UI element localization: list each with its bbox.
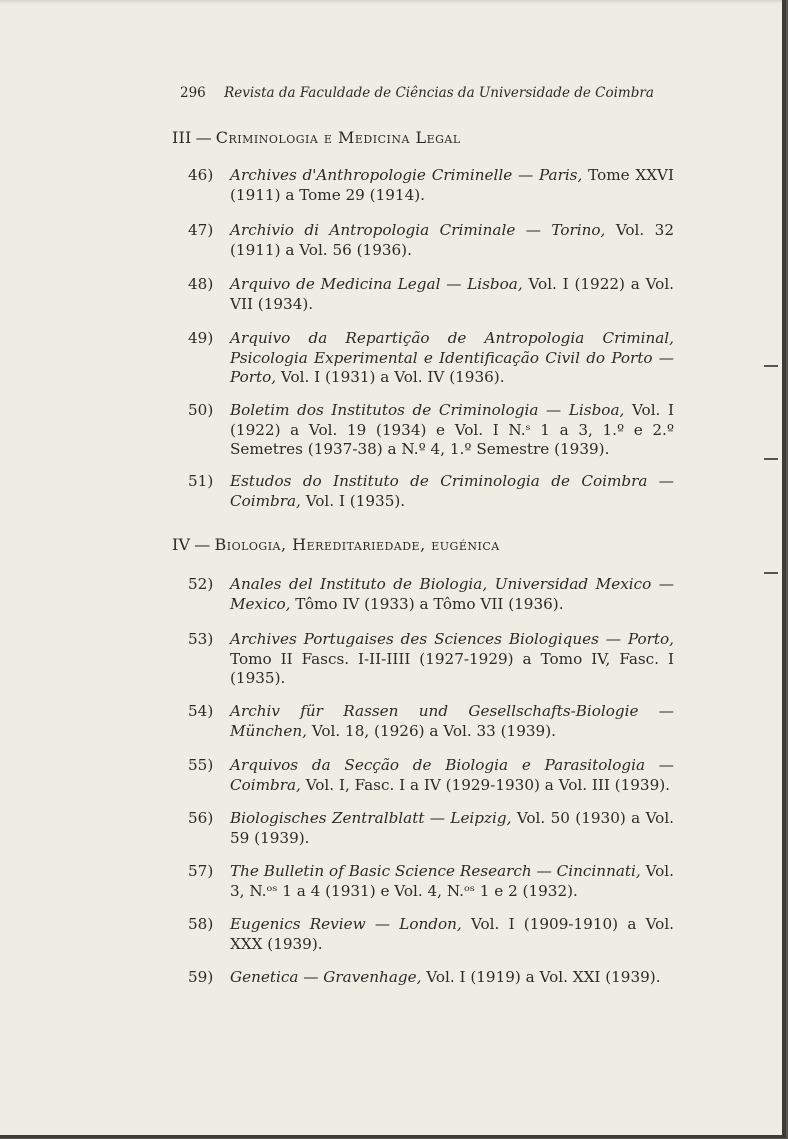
entry-text (230, 968, 674, 988)
entry-number: 52) (188, 575, 214, 593)
entry-text (230, 702, 674, 741)
holdings-line: Vol. 32 (1911) (230, 221, 675, 259)
holdings-line: (1937-38) a N.º 4, 1.º Semestre (1939). (307, 440, 610, 458)
journal-title: Biologisches Zentralblatt — Leipzig, (230, 809, 512, 827)
entry-text (230, 915, 674, 954)
entry-text (230, 275, 674, 314)
journal-title: Arquivo da Repartição de Antropologia Criminal, Psicologia Experimental e Identificação Civil do Porto — Porto, (230, 329, 674, 386)
section-roman: IV (172, 535, 191, 554)
journal-title: Anales del Instituto de Biologia, Universidad Mexico — Mexico, (230, 575, 674, 613)
journal-title: Estudos do Instituto de Criminologia de Coimbra — Coimbra, (230, 472, 674, 510)
entry-number: 53) (188, 630, 214, 648)
entry-number: 47) (188, 221, 214, 239)
entry-number: 56) (188, 809, 214, 827)
journal-title: Arquivo de Medicina Legal — Lisboa, (230, 275, 523, 293)
holdings-line: Vol. I, Fasc. I a IV (1929-1930) a Vol. III (1939). (305, 775, 671, 794)
holdings-line: Tômo IV (1933) a Tômo VII (1936). (295, 594, 564, 613)
entry-text (230, 756, 674, 795)
entry-number: 54) (188, 702, 214, 720)
bleed-through-mark (764, 572, 778, 574)
entry-number: 46) (188, 166, 214, 184)
journal-title: Archives d'Anthropologie Criminelle — Paris, (230, 166, 583, 184)
entry-text (230, 862, 674, 901)
holdings-line: Vol. I (1922) a Vol. VII (230, 275, 675, 313)
holdings-line: Vol. I (1931) a Vol. IV (1936). (280, 368, 505, 386)
holdings-line: (1934). (257, 294, 314, 313)
entry-number: 51) (188, 472, 214, 490)
holdings-line: N.ᵒˢ 1 a 4 (1931) e Vol. 4, N.ᵒˢ 1 e 2 (1932). (249, 881, 578, 900)
journal-title: Eugenics Review — London, (230, 915, 462, 933)
holdings-line: Vol. I (1935). (305, 491, 406, 510)
entry-text (230, 166, 674, 205)
entry-text (230, 472, 674, 511)
journal-title: Archives Portugaises des Sciences Biologiques — Porto, (230, 630, 674, 648)
entry-text (230, 329, 674, 388)
journal-title: Archivio di Antropologia Criminale — Torino, (230, 221, 606, 239)
entry-text (230, 630, 674, 689)
holdings-line: Vol. I (1909-1910) a Vol. XXX (230, 915, 674, 953)
holdings-line: (1939). (254, 828, 310, 847)
section-roman: III (172, 128, 192, 147)
entry-number: 58) (188, 915, 214, 933)
entry-text (230, 221, 674, 260)
section-heading-iii: III — Criminologia e Medicina Legal (172, 128, 461, 147)
holdings-line: a Vol. 19 (1934) e Vol. I N.ˢ 1 a 3, 1.º e 2.º Semetres (230, 420, 675, 458)
bleed-through-mark (764, 365, 778, 367)
journal-title: Archiv für Rassen und Gesellschafts-Biologie — München, (230, 702, 674, 740)
page-number: 296 (180, 85, 206, 101)
entry-number: 49) (188, 329, 214, 347)
section-title: Criminologia e Medicina Legal (215, 128, 461, 147)
entry-text (230, 401, 674, 460)
entry-number: 48) (188, 275, 214, 293)
section-title: Biologia, Hereditariedade, eugénica (214, 535, 500, 554)
entry-number: 55) (188, 756, 214, 774)
bleed-through-mark (764, 458, 778, 460)
journal-title: Boletim dos Institutos de Criminologia — Lisboa, (230, 401, 625, 419)
running-header (180, 85, 654, 101)
page-top-shadow (0, 0, 782, 4)
entry-text (230, 575, 674, 614)
holdings-line: (1935). (230, 669, 286, 687)
holdings-line: Vol. 3, (230, 862, 674, 900)
section-heading-iv: IV — Biologia, Hereditariedade, eugénica (172, 535, 500, 554)
journal-title: Arquivos da Secção de Biologia e Parasitologia — Coimbra, (230, 756, 674, 794)
holdings-line: Vol. I (1922) (230, 401, 675, 439)
holdings-line: Vol. I (1919) a Vol. XXI (1939). (426, 968, 661, 986)
holdings-line: Tomo II Fascs. I-II-IIII (1927-1929) a Tomo IV, Fasc. I (230, 649, 674, 668)
entry-number: 59) (188, 968, 214, 986)
holdings-line: (1939). (267, 934, 323, 953)
entry-number: 50) (188, 401, 214, 419)
entry-text (230, 809, 674, 848)
holdings-line: (1911) a Tome 29 (1914). (230, 185, 426, 204)
journal-title: Genetica — Gravenhage, (230, 968, 422, 986)
journal-title: The Bulletin of Basic Science Research — Cincinnati, (230, 862, 641, 880)
holdings-line: Vol. 18, (1926) a Vol. 33 (1939). (311, 721, 556, 740)
holdings-line: a Vol. 56 (1936). (285, 240, 412, 259)
running-title: Revista da Faculdade de Ciências da Universidade de Coimbra (224, 85, 654, 101)
holdings-line: Vol. 50 (1930) a Vol. 59 (230, 809, 675, 847)
entry-number: 57) (188, 862, 214, 880)
holdings-line: Tome XXVI (588, 166, 675, 184)
